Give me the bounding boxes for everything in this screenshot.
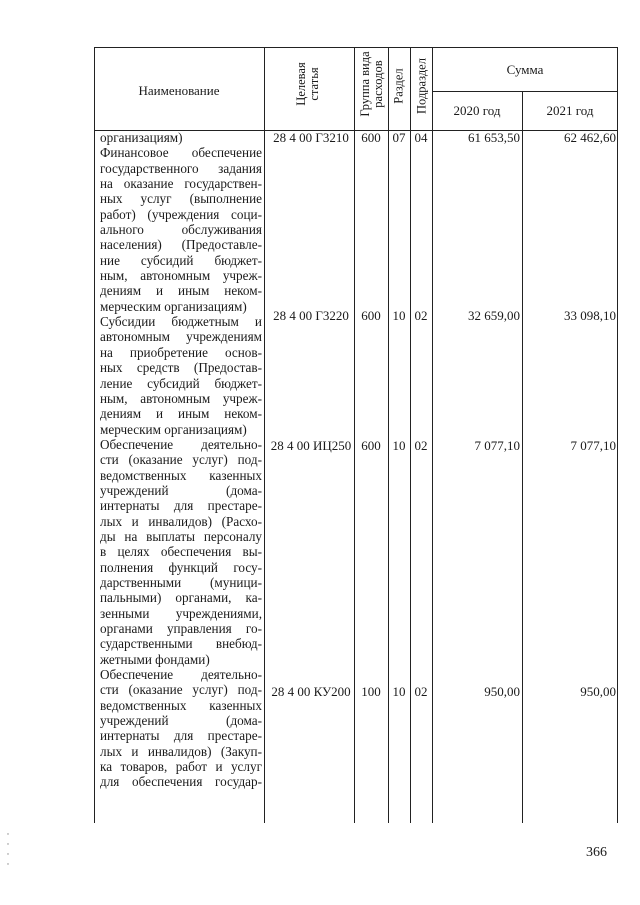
cell-sum-2020: 32 659,00 xyxy=(468,308,520,323)
cell-sum-2021: 950,00 xyxy=(580,684,616,699)
name-line: дениям и иным неком- xyxy=(100,283,262,299)
col-header-group xyxy=(359,44,385,124)
name-line: интернаты для престаре- xyxy=(100,498,262,514)
name-line: сударственными внебюд- xyxy=(100,636,262,652)
cell-subsection: 02 xyxy=(414,308,428,323)
cell-subsection: 02 xyxy=(414,684,428,699)
cell-group: 100 xyxy=(361,684,381,699)
name-line: ным, автономным учреж- xyxy=(100,390,262,406)
col-header-subsection: Подраздел xyxy=(414,58,429,114)
name-line: сти (оказание услуг) под- xyxy=(100,682,262,698)
name-line: ных услуг (выполнение xyxy=(100,191,262,207)
name-line: учреждений (дома- xyxy=(100,482,262,498)
name-line: жетными фондами) xyxy=(100,651,210,667)
cell-group: 600 xyxy=(361,438,381,453)
name-line: дарственными (муници- xyxy=(100,574,262,590)
col-header-group-line1: Группа вида xyxy=(358,51,372,117)
name-line: учреждений (дома- xyxy=(100,713,262,729)
cell-sum-2020: 7 077,10 xyxy=(474,438,520,453)
name-line: лых и инвалидов) (Закуп- xyxy=(100,743,262,759)
col-header-group-line2: расходов xyxy=(371,60,385,108)
name-line: ального обслуживания xyxy=(100,222,262,238)
cell-group: 600 xyxy=(361,130,381,145)
col-header-sum: Сумма xyxy=(506,62,544,77)
name-line: на оказание государствен- xyxy=(100,176,262,192)
cell-sum-2021: 33 098,10 xyxy=(564,308,616,323)
name-line: работ) (учреждения соци- xyxy=(100,206,262,222)
col-header-name: Наименование xyxy=(138,83,220,98)
col-header-year-2021: 2021 год xyxy=(546,103,594,118)
sum-header-divider xyxy=(432,91,618,92)
table-border-top xyxy=(94,47,618,48)
name-line: мерческим организациям) xyxy=(100,421,247,437)
name-line: органами управления го- xyxy=(100,621,262,636)
col-divider-4 xyxy=(410,47,411,823)
cell-section: 07 xyxy=(392,130,406,145)
cell-sum-2020: 950,00 xyxy=(484,684,520,699)
cell-group: 600 xyxy=(361,308,381,323)
name-line: ление субсидий бюджет- xyxy=(100,375,262,391)
name-line: Субсидии бюджетным и xyxy=(100,314,262,330)
name-line: ние субсидий бюджет- xyxy=(100,252,262,268)
name-line: Обеспечение деятельно- xyxy=(100,436,262,452)
name-line: населения) (Предоставле- xyxy=(100,237,262,253)
cell-target: 28 4 00 Г3220 xyxy=(273,308,349,323)
cell-sum-2021: 7 077,10 xyxy=(570,438,616,453)
cell-target: 28 4 00 ИЦ250 xyxy=(270,438,352,453)
cell-target: 28 4 00 Г3210 xyxy=(273,130,349,145)
name-column-text xyxy=(100,130,262,790)
name-line: ведомственных казенных xyxy=(100,467,262,483)
page-number: 366 xyxy=(586,845,607,860)
name-line: ных средств (Предостав- xyxy=(100,360,262,376)
col-header-target-line2: статья xyxy=(307,67,321,101)
col-header-year-2020: 2020 год xyxy=(453,103,501,118)
name-line: организациям) xyxy=(100,130,183,145)
cell-subsection: 02 xyxy=(414,438,428,453)
col-divider-5 xyxy=(432,47,433,823)
cell-sum-2020: 61 653,50 xyxy=(468,130,520,145)
cell-section: 10 xyxy=(392,438,406,453)
col-divider-2 xyxy=(354,47,355,823)
cell-section: 10 xyxy=(392,308,406,323)
name-line: дениям и иным неком- xyxy=(100,406,262,422)
name-line: государственного задания xyxy=(100,160,262,176)
name-line: для обеспечения государ- xyxy=(100,774,262,790)
col-divider-6 xyxy=(522,91,523,823)
name-line: мерческим организациям) xyxy=(100,298,247,314)
name-line: зенными учреждениями, xyxy=(100,605,262,621)
cell-sum-2021: 62 462,60 xyxy=(564,130,616,145)
scan-artifact-dots xyxy=(6,830,10,870)
name-line: ведомственных казенных xyxy=(100,697,262,713)
table-border-right xyxy=(617,47,618,823)
col-header-target xyxy=(295,44,321,124)
name-line: полнения функций госу- xyxy=(100,559,262,575)
name-line: ды на выплаты персоналу xyxy=(100,528,262,544)
cell-target: 28 4 00 КУ200 xyxy=(271,684,351,699)
name-line: на приобретение основ- xyxy=(100,344,262,360)
name-line: Финансовое обеспечение xyxy=(100,145,262,161)
name-line: пальными) органами, ка- xyxy=(100,590,262,606)
name-line: ным, автономным учреж- xyxy=(100,268,262,284)
table-border-left xyxy=(94,47,95,823)
name-line: автономным учреждениям xyxy=(100,329,262,345)
name-line: интернаты для престаре- xyxy=(100,728,262,744)
col-divider-1 xyxy=(264,47,265,823)
col-header-target-line1: Целевая xyxy=(294,62,308,106)
name-line: лых и инвалидов) (Расхо- xyxy=(100,513,262,529)
cell-subsection: 04 xyxy=(414,130,428,145)
name-line: сти (оказание услуг) под- xyxy=(100,452,262,468)
cell-section: 10 xyxy=(392,684,406,699)
col-divider-3 xyxy=(388,47,389,823)
name-line: в целях обеспечения вы- xyxy=(100,544,262,560)
name-line: Обеспечение деятельно- xyxy=(100,667,262,683)
name-line: ка товаров, работ и услуг xyxy=(100,759,262,775)
col-header-section: Раздел xyxy=(391,68,406,104)
